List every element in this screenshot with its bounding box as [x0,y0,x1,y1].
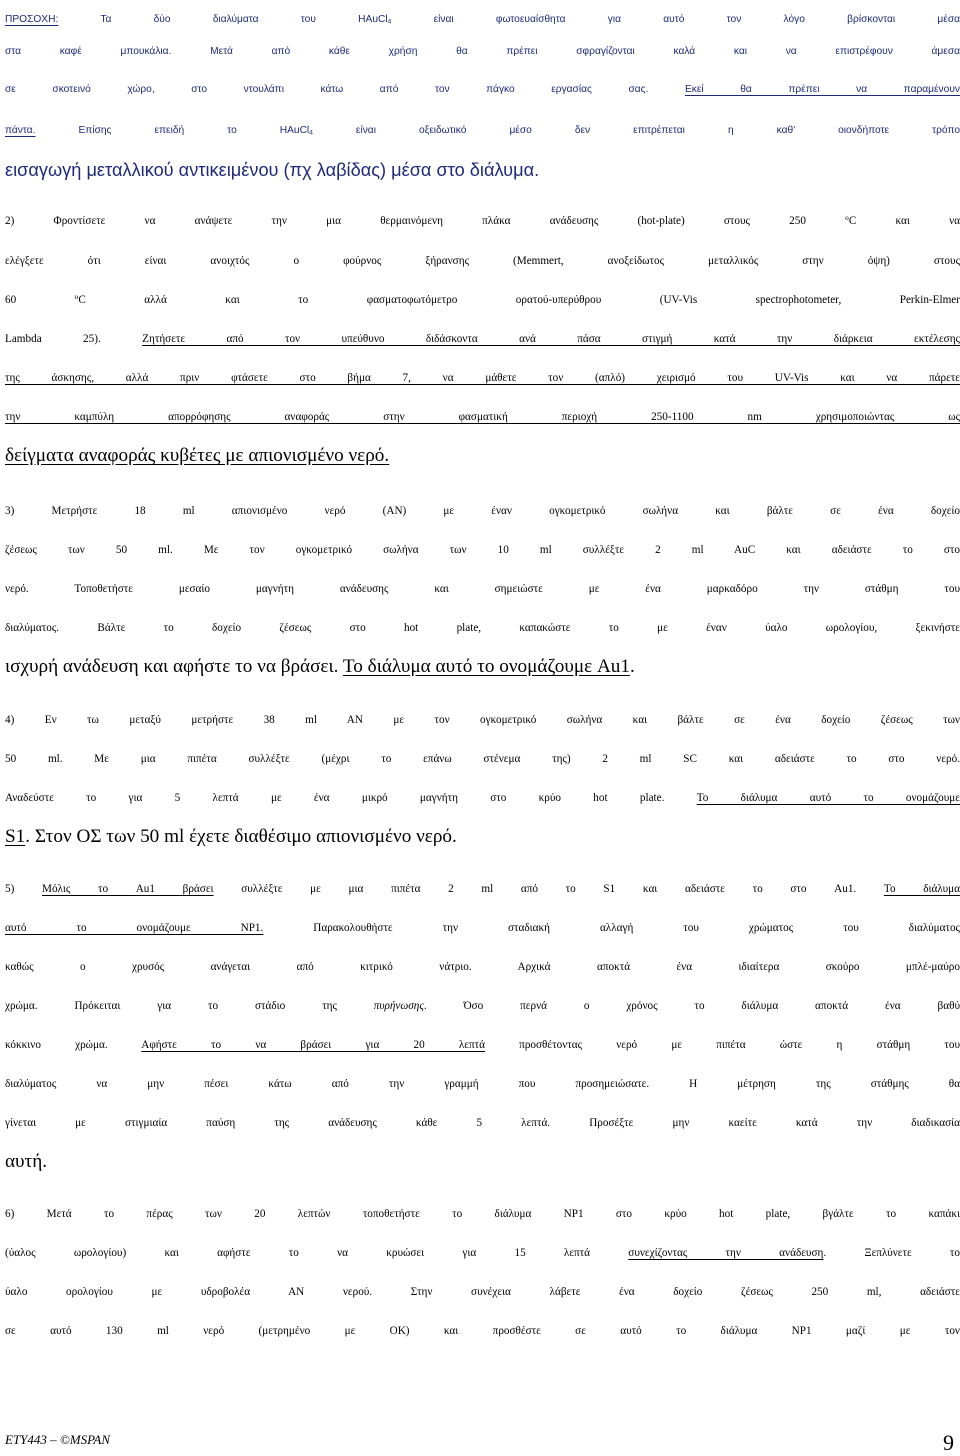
underlined-text: Μόλις το Au1 βράσει [42,883,214,895]
text-line [5,908,960,948]
text-line [5,241,960,281]
text-span: είναι φωτοευαίσθητα για αυτό τον λόγο βρίσκονται μέσα [391,14,960,25]
text-span: Αναδεύστε το για 5 λεπτά με ένα μικρό μαγνήτη στο κρύο hot plate. [5,792,697,804]
underlined-text: αυτό το ονομάζουμε NP1. [5,922,264,934]
text-line [5,739,960,779]
text-span: C και να [848,215,960,227]
text-span: ισχυρή ανάδευση και αφήστε το να βράσει. [5,656,343,677]
underlined-text: Το διάλυμα [883,883,960,895]
text-span: ζέσεως των 50 ml. Με τον ογκομετρικό σωλήνα των 10 ml συλλέξτε 2 ml AuC και αδειάστε το στο [5,544,960,556]
text-span: σε αυτό 130 ml νερό (μετρημένο με ΟΚ) και προσθέστε σε αυτό το διάλυμα NP1 μαζί με τον [5,1325,960,1337]
text-span: . [630,656,635,677]
text-line [5,1311,960,1351]
text-span: Επίσης επειδή το HAuCl [35,125,310,136]
text-line [5,491,960,531]
text-line [5,817,960,857]
text-span: συλλέξτε με μια πιπέτα 2 ml από το S1 και αδειάστε το στο Au1. [213,883,884,895]
text-span: . Ξεπλύνετε το [823,1247,960,1259]
text-line [5,32,960,72]
text-span: σε σκοτεινό χώρο, στο ντουλάπι κάτω από τον πάγκο εργασίας σας. [5,84,685,95]
text-line [5,947,960,987]
text-line [5,358,960,398]
underlined-text: Αφήστε το να βράσει για 20 λεπτά [141,1039,485,1051]
text-span: 6) Μετά το πέρας των 20 λεπτών τοποθετήστε το διάλυμα NP1 στο κρύο hot plate, βγάλτε το καπάκι [5,1208,960,1220]
text-line [5,530,960,570]
text-span: γίνεται με στιγμιαία παύση της ανάδευσης κάθε 5 λεπτά. Προσέξτε μην καείτε κατά την διαδικασία [5,1117,960,1129]
underlined-text: την καμπύλη απορρόφησης αναφοράς στην φασματική περιοχή 250-1100 nm χρησιμοποιώντας ως [5,411,960,423]
superscript: o [845,214,849,222]
text-span: Τα δύο διαλύματα του HAuCl [58,14,388,25]
underlined-text: συνεχίζοντας την ανάδευση [628,1247,824,1259]
text-span: 2) Φροντίσετε να ανάψετε την μια θερμαινόμενη πλάκα ανάδευσης (hot-plate) στους 250 [5,215,846,227]
text-span: χρώμα. Πρόκειται για το στάδιο της [5,1000,374,1012]
text-span: νερό. Τοποθετήστε μεσαίο μαγνήτη ανάδευσης και σημειώστε με ένα μαρκαδόρο την στάθμη του [5,583,960,595]
text-span: 4) Εν τω μεταξύ μετρήστε 38 ml AN με τον ογκομετρικό σωλήνα και βάλτε σε ένα δοχείο ζέσεως των [5,714,960,726]
subscript: 4 [387,18,392,26]
text-line [5,201,960,241]
text-span: 5) [5,883,42,895]
text-span: διαλύματος. Βάλτε το δοχείο ζέσεως στο hot plate, καπακώστε το με έναν ύαλο ωρολογίου, ξεκινήστε [5,622,960,634]
superscript: o [74,293,79,301]
text-span: προσθέτοντας νερό με πιπέτα ώστε η στάθμη του [485,1039,960,1051]
text-line [5,436,960,476]
text-span: Lambda 25). [5,333,143,345]
text-line [5,778,960,818]
subscript: 4 [309,129,313,137]
text-line [5,986,960,1026]
text-span: αυτή. [5,1151,48,1172]
text-span: είναι οξειδωτικό μέσο δεν επιτρέπεται η καθ’ οιονδήποτε τρόπο [312,125,960,136]
text-line [5,397,960,437]
text-span: (ύαλος ωρολογίου) και αφήστε το να κρυώσει για 15 λεπτά [5,1247,629,1259]
text-line [5,647,960,687]
text-line [5,150,960,190]
text-line [5,111,960,151]
italic-text: πυρήνωσης [373,1000,424,1012]
underlined-text: Το διάλυμα αυτό το ονομάζουμε [696,792,960,804]
text-span: 60 [5,294,75,306]
text-line [5,569,960,609]
warning-label: ΠΡΟΣΟΧΗ: [5,14,59,25]
text-span: C αλλά και το φασματοφωτόμετρο ορατού-υπερύθρου (UV-Vis spectrophotometer, Perkin-Elmer [78,294,960,306]
text-line [5,1194,960,1234]
text-span: ελέγξετε ότι είναι ανοιχτός ο φούρνος ξήρανσης (Memmert, ανοξείδωτος μεταλλικός στην όψη) στους [5,255,960,267]
text-span: . Στον ΟΣ των 50 ml έχετε διαθέσιμο απιονισμένο νερό. [25,826,457,847]
text-line [5,1233,960,1273]
text-span: στα καφέ μπουκάλια. Μετά από κάθε χρήση θα πρέπει σφραγίζονται καλά και να επιστρέφουν άμεσα [5,46,960,57]
underlined-text: πάντα. [5,125,36,136]
text-line [5,319,960,359]
text-line [5,700,960,740]
page-footer-label: ETY443 – ©MSPAN [5,1432,110,1447]
text-span: ύαλο ορολογίου με υδροβολέα ΑΝ νερού. Στην συνέχεια λάβετε ένα δοχείο ζέσεως 250 ml, αδειάστε [5,1286,960,1298]
text-span: Παρακολουθήστε την σταδιακή αλλαγή του χρώματος του διαλύματος [263,922,960,934]
text-span: 50 ml. Με μια πιπέτα συλλέξτε (μέχρι το επάνω στένεμα της) 2 ml SC και αδειάστε το στο νερό. [5,753,960,765]
text-span: . Όσο περνά ο χρόνος το διάλυμα αποκτά ένα βαθύ [423,1000,960,1012]
underlined-text: Ζητήσετε από τον υπεύθυνο διδάσκοντα ανά πάσα στιγμή κατά την διάρκεια εκτέλεσης [142,333,960,345]
underlined-text: Το διάλυμα αυτό το ονομάζουμε Au1 [342,656,630,677]
text-span: εισαγωγή μεταλλικού αντικειμένου (πχ λαβίδας) μέσα στο διάλυμα. [5,160,540,180]
text-span: 3) Μετρήστε 18 ml απιονισμένο νερό (ΑΝ) με έναν ογκομετρικό σωλήνα και βάλτε σε ένα δοχείο [5,505,960,517]
text-line [5,70,960,110]
text-span: καθώς ο χρυσός ανάγεται από κιτρικό νάτριο. Αρχικά αποκτά ένα ιδιαίτερα σκούρο μπλέ-μαύρο [5,961,960,973]
page-number: 9 [943,1430,954,1455]
underlined-text: Εκεί θα πρέπει να παραμένουν [684,84,960,95]
text-line [5,280,960,320]
text-line [5,608,960,648]
underlined-text: δείγματα αναφοράς κυβέτες με απιονισμένο νερό. [5,445,390,466]
underlined-text: της άσκησης, αλλά πριν φτάσετε στο βήμα 7, να μάθετε τον (απλό) χειρισμό του UV-Vis και να πάρετε [5,372,960,384]
underlined-text: S1 [5,826,26,847]
text-line [5,1272,960,1312]
text-span: κόκκινο χρώμα. [5,1039,142,1051]
text-span: διαλύματος να μην πέσει κάτω από την γραμμή που προσημειώσατε. Η μέτρηση της στάθμης θα [5,1078,960,1090]
text-line [5,1025,960,1065]
text-line [5,1142,960,1182]
text-line [5,869,960,909]
text-line [5,1064,960,1104]
text-line [5,1103,960,1143]
